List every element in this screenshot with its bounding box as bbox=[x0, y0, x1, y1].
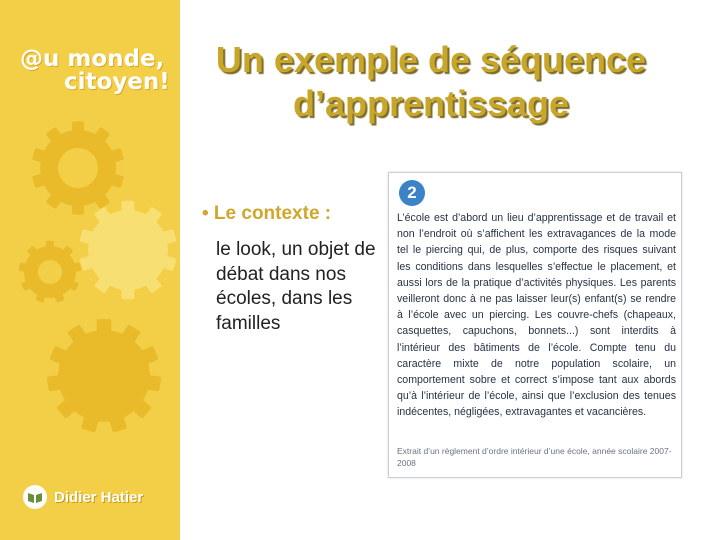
book-icon bbox=[22, 484, 48, 510]
brand-line-1: @u monde, bbox=[20, 46, 165, 72]
document-number-badge: 2 bbox=[399, 180, 425, 206]
document-body: L’école est d’abord un lieu d’apprentissage et de travail et non l’endroit où s’affichent les extravagances de la mode tel le piercing qui, de plus, comporte des risques suivant les conditions dans lesquelles s’effectue le placement, et aussi lors de la pratique d’activités physiques. Les parents veilleront donc à ne pas laisser leur(s) enfant(s) se rendre à l’école avec un piercing. Les couvre-chefs (chapeaux, casquettes, capuchons, bonnets...) sont interdits à l’intérieur des bâtiments de l’école. Compte tenu du caractère mixte de notre population scolaire, un comportement sobre et correct s’impose tant aux abords qu’à l’intérieur de l’école, ainsi que l’exclusion des tenues indécentes, négligées, extravagantes et vacancières. bbox=[397, 212, 676, 419]
publisher-logo bbox=[22, 484, 143, 510]
brand-logo bbox=[20, 48, 170, 94]
gear-icon bbox=[47, 319, 162, 433]
publisher-name: Didier Hatier bbox=[54, 488, 144, 506]
title-line-1: Un exemple de séquence bbox=[215, 39, 647, 80]
sidebar bbox=[0, 0, 180, 540]
title-line-2: d’apprentissage bbox=[292, 83, 570, 124]
gear-icon bbox=[18, 241, 81, 303]
document-source: Extrait d’un règlement d’ordre intérieur d’une école, année scolaire 2007-2008 bbox=[397, 446, 672, 468]
gears-illustration bbox=[0, 110, 180, 470]
gear-icon bbox=[32, 121, 124, 214]
brand-line-2: citoyen! bbox=[64, 69, 170, 95]
bullet-heading: • Le contexte : bbox=[202, 203, 332, 224]
page-title bbox=[186, 38, 676, 126]
document-excerpt bbox=[388, 172, 682, 478]
gear-icon bbox=[79, 201, 177, 299]
bullet-text: le look, un objet de débat dans nos écoles, dans les familles bbox=[216, 239, 376, 334]
